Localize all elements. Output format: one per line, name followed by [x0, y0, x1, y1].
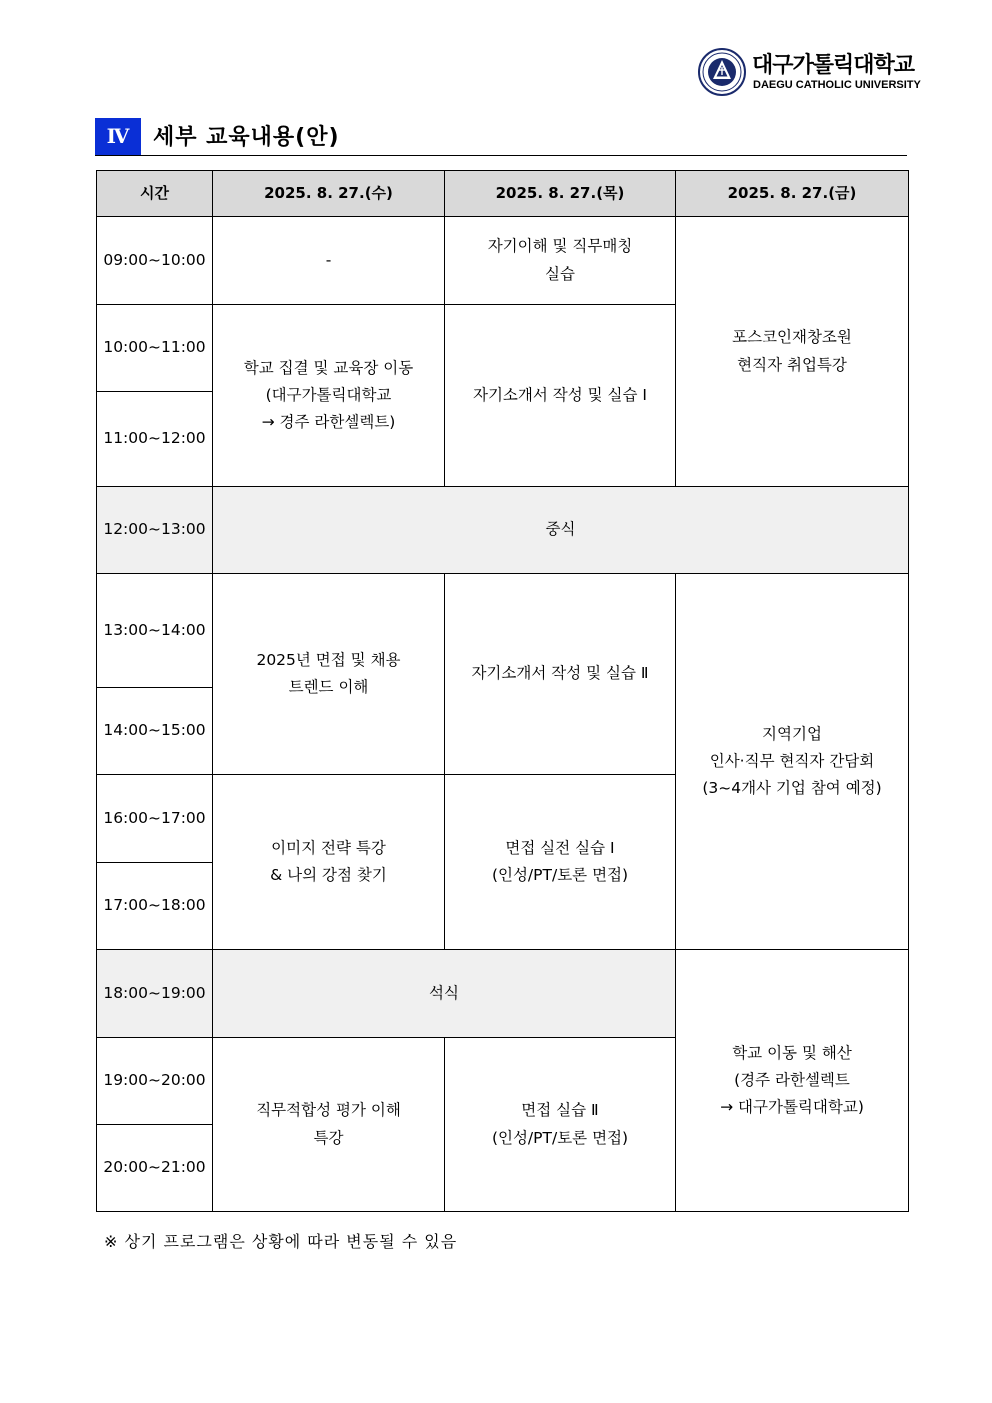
time-cell: 09:00~10:00	[97, 217, 213, 305]
time-cell: 10:00~11:00	[97, 305, 213, 392]
table-row	[97, 574, 909, 688]
table-row	[97, 487, 909, 574]
dinner-cell: 석식	[213, 950, 676, 1038]
schedule-cell: 직무적합성 평가 이해 특강	[213, 1038, 445, 1212]
header-time: 시간	[97, 171, 213, 217]
time-cell: 11:00~12:00	[97, 392, 213, 487]
schedule-cell: 2025년 면접 및 채용 트렌드 이해	[213, 574, 445, 775]
time-cell: 17:00~18:00	[97, 863, 213, 950]
time-cell: 13:00~14:00	[97, 574, 213, 688]
time-cell: 12:00~13:00	[97, 487, 213, 574]
header-day-1: 2025. 8. 27.(수)	[213, 171, 445, 217]
schedule-cell: 학교 집결 및 교육장 이동 (대구가톨릭대학교 → 경주 라한셀렉트)	[213, 305, 445, 487]
time-cell: 14:00~15:00	[97, 688, 213, 775]
university-emblem-icon	[698, 48, 746, 96]
schedule-cell: 학교 이동 및 해산 (경주 라한셀렉트 → 대구가톨릭대학교)	[676, 950, 909, 1212]
schedule-cell: 자기이해 및 직무매칭 실습	[445, 217, 676, 305]
schedule-cell: -	[213, 217, 445, 305]
schedule-cell: 포스코인재창조원 현직자 취업특강	[676, 217, 909, 487]
schedule-cell: 면접 실전 실습 Ⅰ (인성/PT/토론 면접)	[445, 775, 676, 950]
time-cell: 18:00~19:00	[97, 950, 213, 1038]
table-row	[97, 217, 909, 305]
time-cell: 19:00~20:00	[97, 1038, 213, 1125]
time-cell: 20:00~21:00	[97, 1125, 213, 1212]
section-number: Ⅳ	[95, 118, 141, 155]
section-title: 세부 교육내용(안)	[153, 125, 340, 150]
table-header-row	[97, 171, 909, 217]
section-header	[95, 116, 907, 156]
university-logo	[698, 46, 924, 96]
schedule-table	[96, 170, 909, 1212]
table-row	[97, 950, 909, 1038]
header-day-3: 2025. 8. 27.(금)	[676, 171, 909, 217]
footnote: ※ 상기 프로그램은 상황에 따라 변동될 수 있음	[104, 1232, 458, 1251]
schedule-cell: 이미지 전략 특강 & 나의 강점 찾기	[213, 775, 445, 950]
header-day-2: 2025. 8. 27.(목)	[445, 171, 676, 217]
logo-subtitle: DAEGU CATHOLIC UNIVERSITY	[753, 79, 921, 91]
schedule-cell: 자기소개서 작성 및 실습 Ⅱ	[445, 574, 676, 775]
time-cell: 16:00~17:00	[97, 775, 213, 863]
logo-name: 대구가톨릭대학교	[752, 53, 915, 78]
schedule-cell: 자기소개서 작성 및 실습 Ⅰ	[445, 305, 676, 487]
schedule-cell: 지역기업 인사·직무 현직자 간담회 (3~4개사 기업 참여 예정)	[676, 574, 909, 950]
schedule-cell: 면접 실습 Ⅱ (인성/PT/토론 면접)	[445, 1038, 676, 1212]
lunch-cell: 중식	[213, 487, 909, 574]
